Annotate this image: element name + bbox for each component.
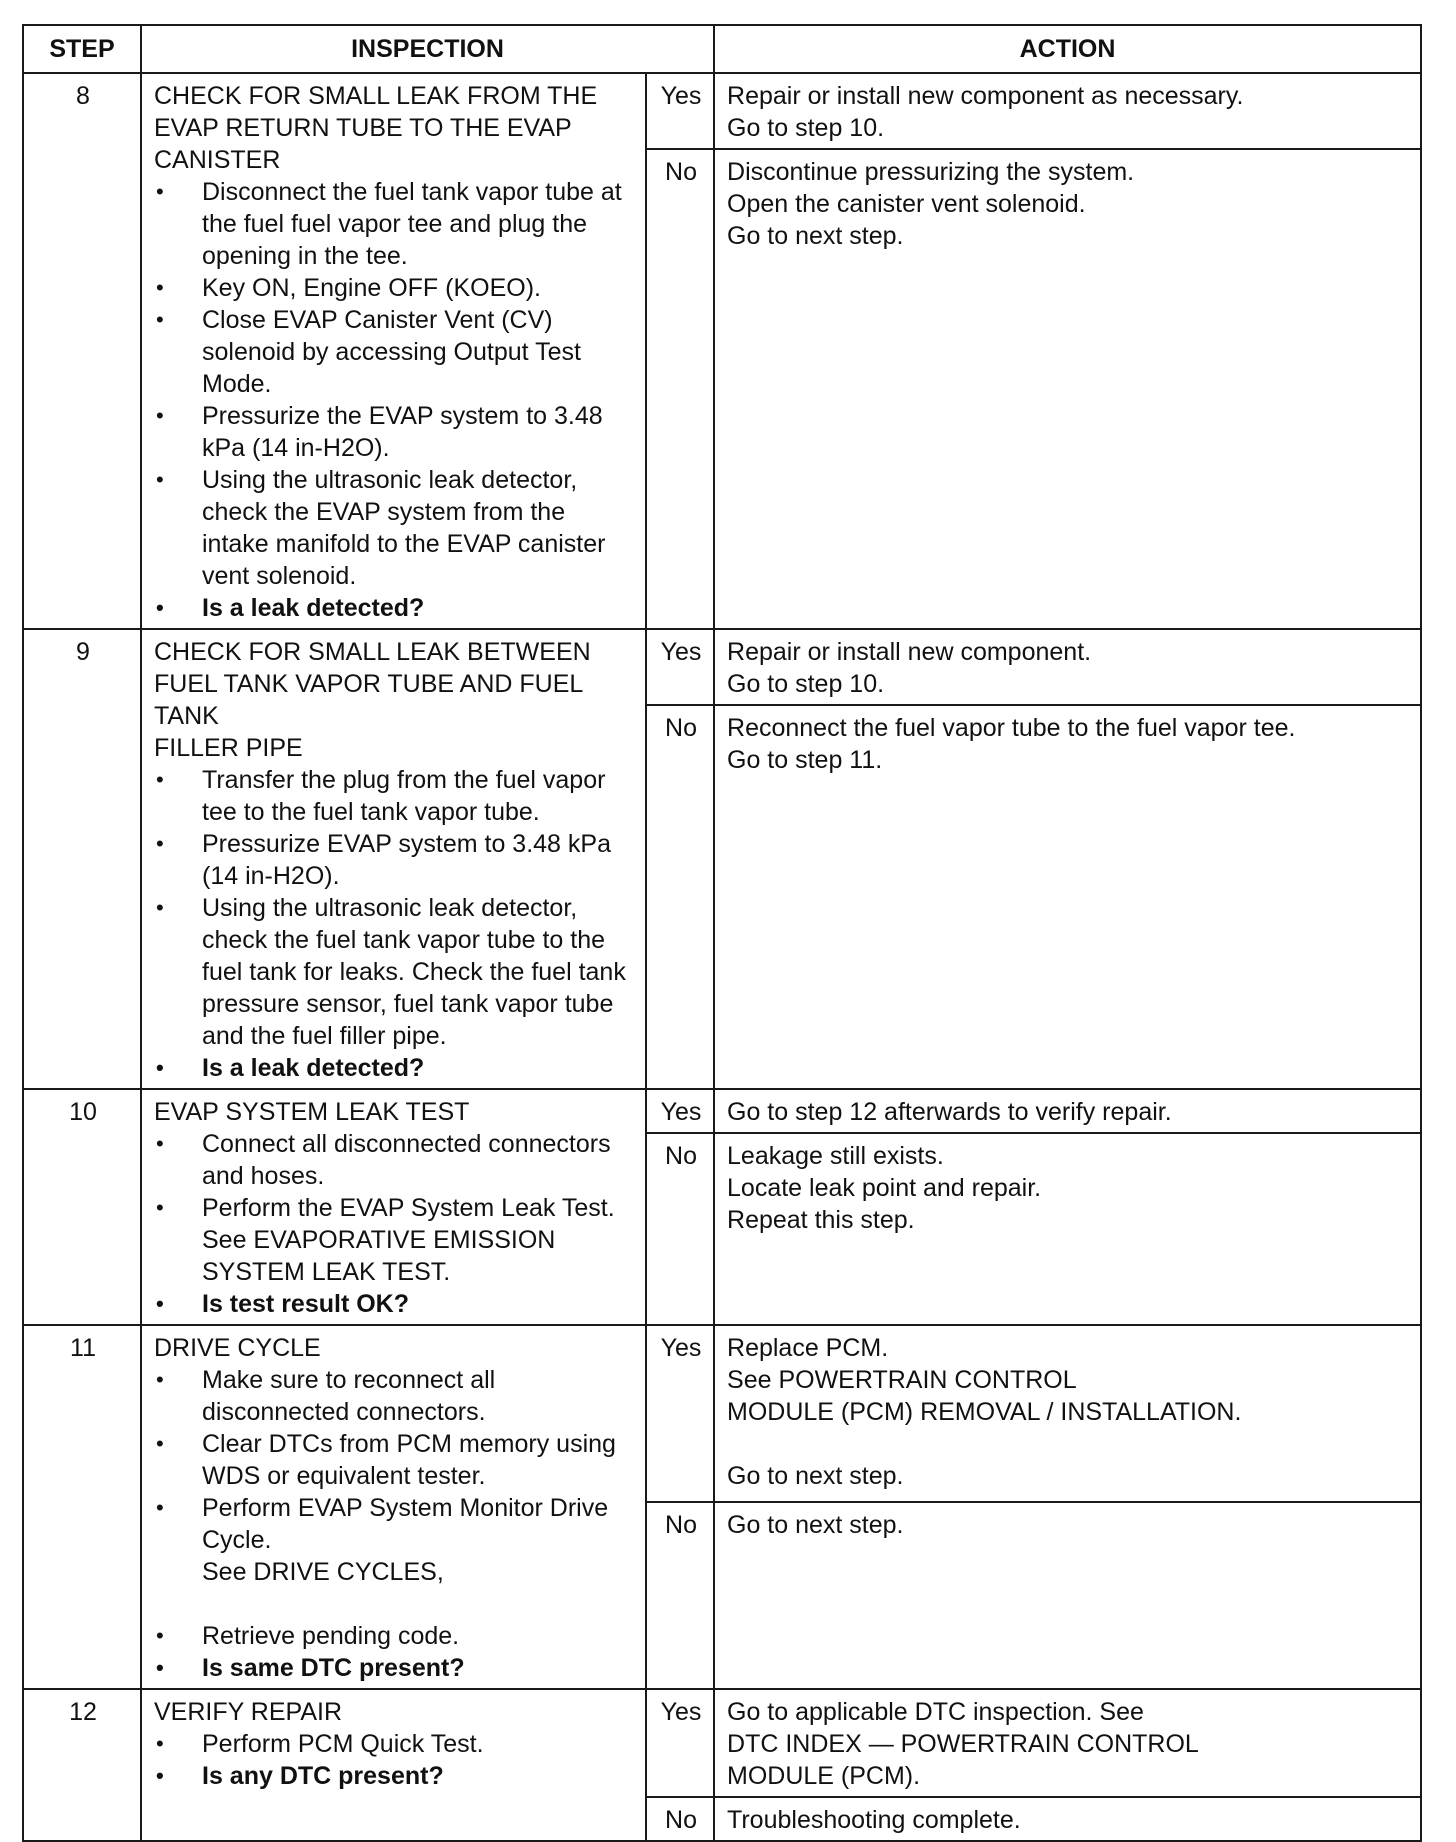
step-row-12 — [23, 1689, 1421, 1797]
inspection-title: FILLER PIPE — [154, 734, 303, 762]
bullet-item: • Using the ultrasonic leak detector, check the fuel tank vapor tube to the fuel tank for leaks. Check the fuel tank pressure sensor, fuel tank vapor tube and the fuel filler pipe. — [154, 892, 635, 1052]
step-row-9 — [23, 629, 1421, 705]
yes-label: Yes — [646, 1325, 714, 1502]
action-line: Repair or install new component. — [727, 638, 1092, 666]
inspection-title: DRIVE CYCLE — [154, 1334, 321, 1362]
no-label: No — [646, 149, 714, 629]
inspection-title: CHECK FOR SMALL LEAK FROM THE — [154, 82, 598, 110]
bullet-note: See DRIVE CYCLES, — [202, 1558, 444, 1586]
action-line: MODULE (PCM). — [727, 1762, 921, 1790]
bullet-item: • Pressurize the EVAP system to 3.48 kPa (14 in-H2O). — [154, 400, 635, 464]
bullet-item: • Perform PCM Quick Test. — [154, 1728, 635, 1760]
yes-action — [714, 629, 1421, 705]
step-number: 12 — [23, 1689, 141, 1841]
step-number: 8 — [23, 73, 141, 629]
action-line: Leakage still exists. — [727, 1142, 944, 1170]
bullet-item: • Retrieve pending code. — [154, 1620, 635, 1652]
no-label: No — [646, 705, 714, 1089]
bullet-item: • Disconnect the fuel tank vapor tube at the fuel fuel vapor tee and plug the opening in the tee. — [154, 176, 635, 272]
action-line: Go to step 12 afterwards to verify repair. — [727, 1098, 1172, 1126]
action-line: Replace PCM. — [727, 1334, 889, 1362]
action-line: Open the canister vent solenoid. — [727, 190, 1086, 218]
bullet-item: • Connect all disconnected connectors and hoses. — [154, 1128, 635, 1192]
action-line: Go to next step. — [727, 222, 904, 250]
step-number: 11 — [23, 1325, 141, 1689]
action-line: Locate leak point and repair. — [727, 1174, 1042, 1202]
step-row-11 — [23, 1325, 1421, 1502]
no-label: No — [646, 1502, 714, 1689]
bullet-item: • Make sure to reconnect all disconnected connectors. — [154, 1364, 635, 1428]
bullet-item: • Transfer the plug from the fuel vapor tee to the fuel tank vapor tube. — [154, 764, 635, 828]
header-inspection: INSPECTION — [141, 25, 714, 73]
spacer — [727, 1428, 1410, 1460]
inspection-title: CANISTER — [154, 146, 281, 174]
step-number: 10 — [23, 1089, 141, 1325]
action-line: Troubleshooting complete. — [727, 1806, 1021, 1834]
action-line: Go to step 10. — [727, 670, 885, 698]
action-line: Go to applicable DTC inspection. See — [727, 1698, 1144, 1726]
inspection-bullets — [154, 764, 635, 1084]
step-row-10 — [23, 1089, 1421, 1133]
bullet-item: • Using the ultrasonic leak detector, check the EVAP system from the intake manifold to the EVAP canister vent solenoid. — [154, 464, 635, 592]
action-line: Go to step 11. — [727, 746, 883, 774]
no-action — [714, 705, 1421, 1089]
inspection-bullets — [154, 176, 635, 624]
bullet-question: • Is any DTC present? — [154, 1760, 635, 1792]
no-action — [714, 1797, 1421, 1841]
bullet-item: • Perform the EVAP System Leak Test. See EVAPORATIVE EMISSION SYSTEM LEAK TEST. — [154, 1192, 635, 1288]
bullet-question: • Is same DTC present? — [154, 1652, 635, 1684]
action-line: See POWERTRAIN CONTROL — [727, 1366, 1077, 1394]
action-line: DTC INDEX — POWERTRAIN CONTROL — [727, 1730, 1199, 1758]
inspection-title: EVAP SYSTEM LEAK TEST — [154, 1098, 470, 1126]
yes-action — [714, 1689, 1421, 1797]
bullet-question: • Is test result OK? — [154, 1288, 635, 1320]
action-line: MODULE (PCM) REMOVAL / INSTALLATION. — [727, 1398, 1242, 1426]
bullet-question: • Is a leak detected? — [154, 1052, 635, 1084]
inspection-bullets — [154, 1128, 635, 1320]
troubleshooting-table — [22, 24, 1422, 1842]
action-line: Discontinue pressurizing the system. — [727, 158, 1135, 186]
no-action — [714, 1502, 1421, 1689]
yes-label: Yes — [646, 73, 714, 149]
bullet-item-with-note — [154, 1492, 635, 1620]
yes-action — [714, 1089, 1421, 1133]
yes-action — [714, 73, 1421, 149]
action-line: Go to next step. — [727, 1511, 904, 1539]
bullet-item: • Clear DTCs from PCM memory using WDS or equivalent tester. — [154, 1428, 635, 1492]
header-row — [23, 25, 1421, 73]
inspection-title: CHECK FOR SMALL LEAK BETWEEN — [154, 638, 591, 666]
inspection-bullets — [154, 1728, 635, 1792]
no-label: No — [646, 1797, 714, 1841]
procedure-sheet — [22, 24, 1420, 1842]
bullet-item: • Close EVAP Canister Vent (CV) solenoid by accessing Output Test Mode. — [154, 304, 635, 400]
inspection-cell — [141, 1089, 646, 1325]
action-line: Repeat this step. — [727, 1206, 915, 1234]
header-step: STEP — [23, 25, 141, 73]
inspection-bullets — [154, 1364, 635, 1684]
action-line: Repair or install new component as necessary. — [727, 82, 1244, 110]
bullet-item: • Pressurize EVAP system to 3.48 kPa (14 in-H2O). — [154, 828, 635, 892]
no-action — [714, 149, 1421, 629]
spacer — [202, 1588, 635, 1620]
inspection-cell — [141, 73, 646, 629]
inspection-cell — [141, 1689, 646, 1841]
bullet-question: • Is a leak detected? — [154, 592, 635, 624]
action-line: Go to next step. — [727, 1462, 904, 1490]
inspection-title: VERIFY REPAIR — [154, 1698, 343, 1726]
inspection-cell — [141, 629, 646, 1089]
action-line: Go to step 10. — [727, 114, 885, 142]
yes-label: Yes — [646, 1689, 714, 1797]
inspection-cell — [141, 1325, 646, 1689]
bullet-item: • Key ON, Engine OFF (KOEO). — [154, 272, 635, 304]
yes-label: Yes — [646, 1089, 714, 1133]
yes-label: Yes — [646, 629, 714, 705]
step-number: 9 — [23, 629, 141, 1089]
yes-action — [714, 1325, 1421, 1502]
bullet-text: Perform EVAP System Monitor Drive Cycle. — [202, 1494, 609, 1554]
no-label: No — [646, 1133, 714, 1325]
inspection-title: FUEL TANK VAPOR TUBE AND FUEL TANK — [154, 670, 583, 730]
step-row-8 — [23, 73, 1421, 149]
header-action: ACTION — [714, 25, 1421, 73]
action-line: Reconnect the fuel vapor tube to the fuel vapor tee. — [727, 714, 1296, 742]
inspection-title: EVAP RETURN TUBE TO THE EVAP — [154, 114, 572, 142]
no-action — [714, 1133, 1421, 1325]
